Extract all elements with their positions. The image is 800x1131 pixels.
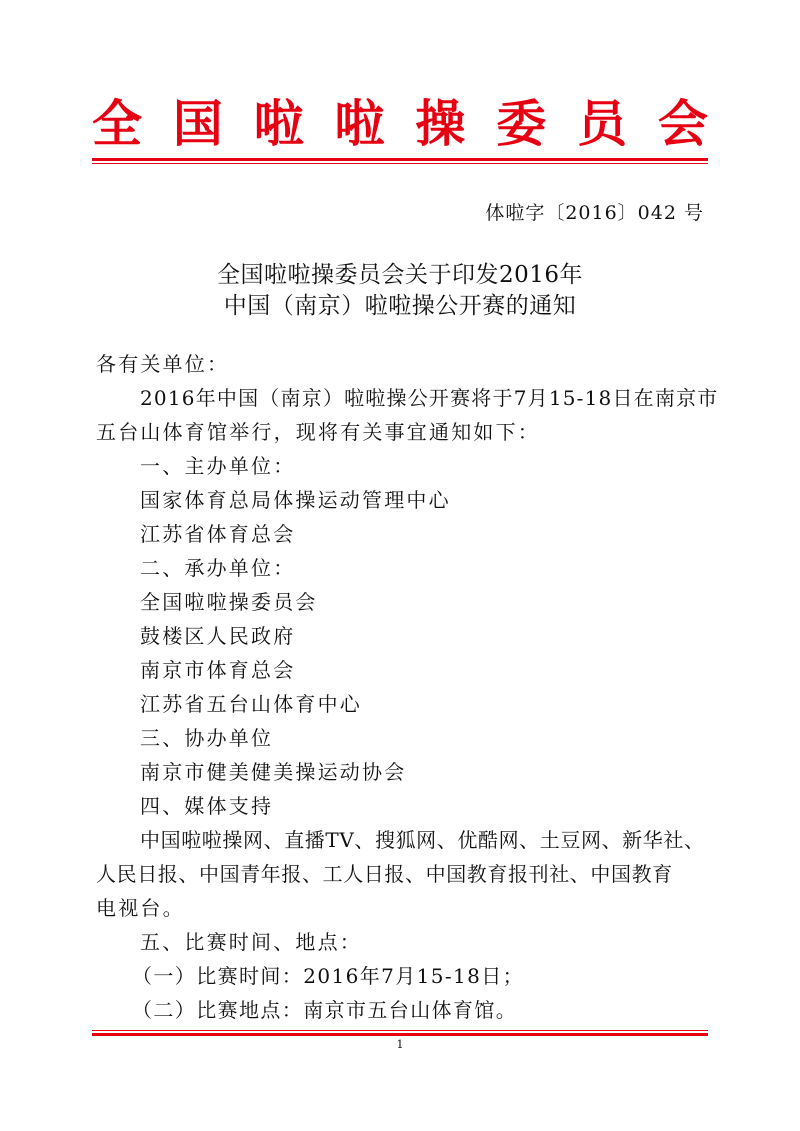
document-number: 体啦字〔2016〕042 号 [485,202,704,224]
section-5-heading: 五、比赛时间、地点： [140,930,362,954]
section-2-item: 鼓楼区人民政府 [140,624,296,648]
section-4-heading: 四、媒体支持 [140,794,274,818]
letterhead-char: 啦 [334,94,385,153]
section-1-item: 国家体育总局体操运动管理中心 [140,488,451,512]
section-4-line-1: 中国啦啦操网、直播TV、搜狐网、优酷网、土豆网、新华社、 [140,828,705,852]
section-4-line-3: 电视台。 [96,896,185,920]
section-3-heading: 三、协办单位 [140,726,274,750]
section-4-line-2: 人民日报、中国青年报、工人日报、中国教育报刊社、中国教育 [96,862,673,886]
footer-rule-thin [92,1030,708,1031]
letterhead-title [92,92,708,156]
intro-line-2: 五台山体育馆举行，现将有关事宜通知如下： [96,420,540,444]
letterhead-char: 啦 [253,94,304,153]
section-5-item-venue: （二）比赛地点：南京市五台山体育馆。 [132,998,518,1022]
letterhead-char: 员 [577,94,628,153]
letterhead-char: 国 [172,94,223,153]
letterhead-char: 会 [657,94,708,153]
page-number: 1 [396,1038,404,1051]
section-5-item-time: （一）比赛时间：2016年7月15-18日； [132,964,525,988]
salutation: 各有关单位： [96,352,230,376]
section-1-heading: 一、主办单位： [140,454,296,478]
section-2-item: 全国啦啦操委员会 [140,590,318,614]
notice-title-line-1: 全国啦啦操委员会关于印发2016年 [216,262,584,288]
footer-rule-thick [92,1033,708,1036]
letterhead-rule-thin [92,163,708,164]
letterhead-char: 全 [92,94,142,153]
section-2-item: 江苏省五台山体育中心 [140,692,362,716]
section-2-item: 南京市体育总会 [140,658,296,682]
section-3-item: 南京市健美健美操运动协会 [140,760,407,784]
section-2-heading: 二、承办单位： [140,556,296,580]
intro-line-1: 2016年中国（南京）啦啦操公开赛将于7月15-18日在南京市 [140,386,719,410]
notice-title-line-2: 中国（南京）啦啦操公开赛的通知 [223,293,577,319]
letterhead-rule-thick [92,158,708,161]
letterhead-char: 操 [415,94,466,153]
section-1-item: 江苏省体育总会 [140,522,296,546]
letterhead-char: 委 [496,94,547,153]
